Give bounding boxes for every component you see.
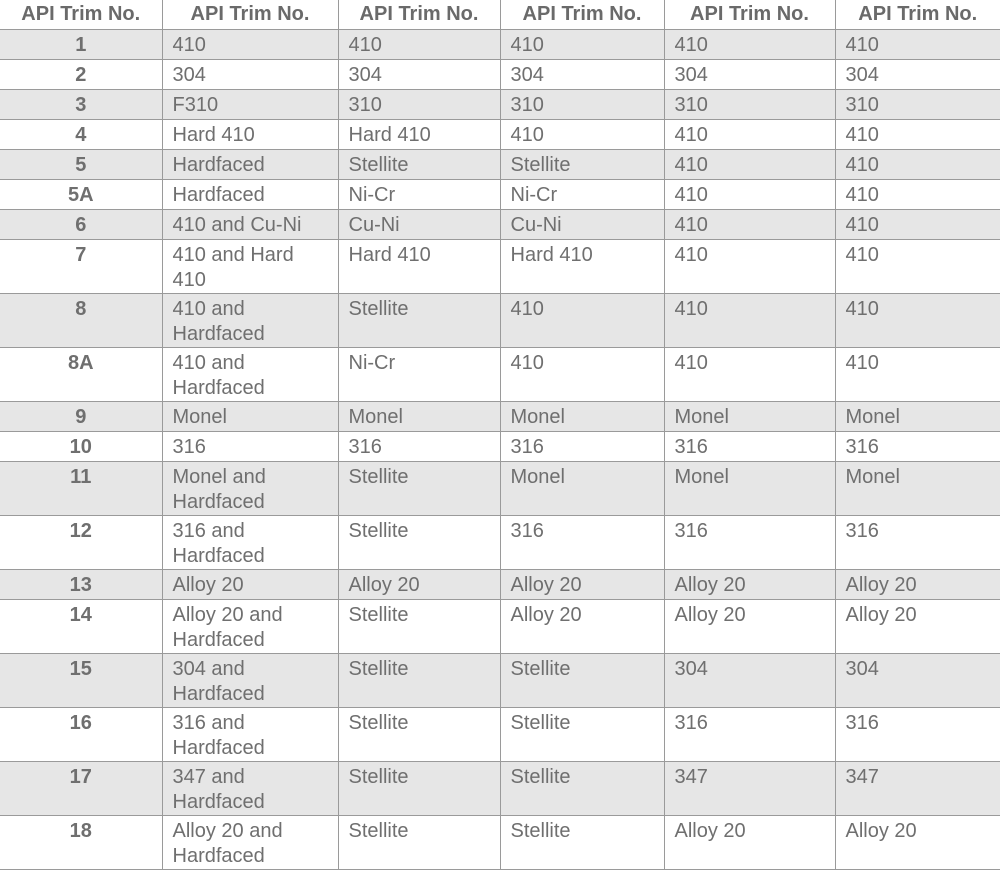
- material-cell: Alloy 20 and Hardfaced: [162, 816, 338, 870]
- material-cell: 316: [500, 516, 664, 570]
- trim-number-cell: 10: [0, 432, 162, 462]
- trim-number-cell: 13: [0, 570, 162, 600]
- material-cell: Stellite: [500, 762, 664, 816]
- material-cell: Hard 410: [162, 120, 338, 150]
- material-cell: 410 and Hardfaced: [162, 294, 338, 348]
- material-cell: Ni-Cr: [338, 180, 500, 210]
- material-cell: 410: [835, 294, 1000, 348]
- table-row: [0, 600, 1000, 654]
- material-cell: 347: [835, 762, 1000, 816]
- column-header: API Trim No.: [664, 0, 835, 30]
- material-cell: Alloy 20: [500, 600, 664, 654]
- material-cell: Alloy 20: [162, 570, 338, 600]
- material-cell: 410: [664, 120, 835, 150]
- material-cell: Monel: [664, 462, 835, 516]
- material-cell: Stellite: [338, 708, 500, 762]
- trim-number-cell: 7: [0, 240, 162, 294]
- trim-number-cell: 18: [0, 816, 162, 870]
- material-cell: 304 and Hardfaced: [162, 654, 338, 708]
- material-cell: Ni-Cr: [500, 180, 664, 210]
- material-cell: 316: [664, 708, 835, 762]
- material-cell: 304: [338, 60, 500, 90]
- column-header: API Trim No.: [0, 0, 162, 30]
- material-cell: 410: [835, 240, 1000, 294]
- material-cell: Monel: [500, 462, 664, 516]
- column-header: API Trim No.: [338, 0, 500, 30]
- material-cell: 410: [835, 120, 1000, 150]
- table-row: [0, 432, 1000, 462]
- table-row: [0, 402, 1000, 432]
- trim-number-cell: 15: [0, 654, 162, 708]
- table-row: [0, 180, 1000, 210]
- material-cell: Monel: [500, 402, 664, 432]
- header-row: [0, 0, 1000, 30]
- table-body: [0, 30, 1000, 870]
- material-cell: 316: [664, 432, 835, 462]
- material-cell: Stellite: [338, 516, 500, 570]
- material-cell: Alloy 20: [835, 600, 1000, 654]
- material-cell: 410: [664, 210, 835, 240]
- table-row: [0, 708, 1000, 762]
- trim-number-cell: 12: [0, 516, 162, 570]
- material-cell: Monel: [162, 402, 338, 432]
- material-cell: Alloy 20: [664, 570, 835, 600]
- material-cell: Hardfaced: [162, 180, 338, 210]
- table-row: [0, 60, 1000, 90]
- trim-number-cell: 9: [0, 402, 162, 432]
- trim-number-cell: 11: [0, 462, 162, 516]
- material-cell: Monel: [664, 402, 835, 432]
- material-cell: 310: [835, 90, 1000, 120]
- table-row: [0, 120, 1000, 150]
- material-cell: 410: [664, 348, 835, 402]
- table-row: [0, 90, 1000, 120]
- material-cell: 347: [664, 762, 835, 816]
- material-cell: 410: [500, 120, 664, 150]
- material-cell: 316: [162, 432, 338, 462]
- material-cell: 304: [664, 60, 835, 90]
- trim-number-cell: 1: [0, 30, 162, 60]
- material-cell: 410: [835, 348, 1000, 402]
- material-cell: 410: [500, 348, 664, 402]
- trim-number-cell: 8: [0, 294, 162, 348]
- table-row: [0, 294, 1000, 348]
- material-cell: 410: [162, 30, 338, 60]
- material-cell: 310: [664, 90, 835, 120]
- material-cell: 410 and Hard 410: [162, 240, 338, 294]
- trim-number-cell: 2: [0, 60, 162, 90]
- material-cell: 316: [664, 516, 835, 570]
- material-cell: Monel: [835, 402, 1000, 432]
- column-header: API Trim No.: [500, 0, 664, 30]
- table-row: [0, 654, 1000, 708]
- material-cell: 316 and Hardfaced: [162, 708, 338, 762]
- material-cell: Stellite: [338, 600, 500, 654]
- column-header: API Trim No.: [835, 0, 1000, 30]
- table-row: [0, 30, 1000, 60]
- table-row: [0, 762, 1000, 816]
- material-cell: Stellite: [500, 816, 664, 870]
- material-cell: 304: [500, 60, 664, 90]
- material-cell: 410: [835, 210, 1000, 240]
- material-cell: Stellite: [338, 816, 500, 870]
- material-cell: 410: [338, 30, 500, 60]
- material-cell: Hard 410: [338, 240, 500, 294]
- material-cell: 410: [664, 150, 835, 180]
- material-cell: Stellite: [338, 462, 500, 516]
- material-cell: 410: [500, 30, 664, 60]
- material-cell: 410: [500, 294, 664, 348]
- material-cell: 310: [500, 90, 664, 120]
- material-cell: 316 and Hardfaced: [162, 516, 338, 570]
- material-cell: Hard 410: [500, 240, 664, 294]
- material-cell: Ni-Cr: [338, 348, 500, 402]
- material-cell: 304: [664, 654, 835, 708]
- material-cell: Stellite: [338, 150, 500, 180]
- material-cell: 304: [835, 654, 1000, 708]
- material-cell: 304: [835, 60, 1000, 90]
- material-cell: Alloy 20: [835, 570, 1000, 600]
- trim-number-cell: 6: [0, 210, 162, 240]
- table-row: [0, 570, 1000, 600]
- material-cell: 304: [162, 60, 338, 90]
- material-cell: 410: [664, 180, 835, 210]
- material-cell: 316: [500, 432, 664, 462]
- trim-number-cell: 5: [0, 150, 162, 180]
- material-cell: Stellite: [500, 150, 664, 180]
- material-cell: Alloy 20: [500, 570, 664, 600]
- material-cell: Alloy 20: [835, 816, 1000, 870]
- table-row: [0, 210, 1000, 240]
- table-row: [0, 516, 1000, 570]
- material-cell: 316: [835, 432, 1000, 462]
- trim-number-cell: 5A: [0, 180, 162, 210]
- material-cell: Hardfaced: [162, 150, 338, 180]
- table-row: [0, 150, 1000, 180]
- material-cell: Stellite: [500, 708, 664, 762]
- material-cell: Stellite: [338, 294, 500, 348]
- material-cell: 410: [835, 150, 1000, 180]
- material-cell: Cu-Ni: [338, 210, 500, 240]
- material-cell: 410: [664, 30, 835, 60]
- material-cell: Stellite: [500, 654, 664, 708]
- material-cell: 410 and Cu-Ni: [162, 210, 338, 240]
- material-cell: Monel: [338, 402, 500, 432]
- trim-number-cell: 17: [0, 762, 162, 816]
- trim-number-cell: 14: [0, 600, 162, 654]
- material-cell: Cu-Ni: [500, 210, 664, 240]
- material-cell: Alloy 20: [664, 600, 835, 654]
- material-cell: 316: [835, 708, 1000, 762]
- material-cell: 316: [338, 432, 500, 462]
- material-cell: Monel and Hardfaced: [162, 462, 338, 516]
- material-cell: 347 and Hardfaced: [162, 762, 338, 816]
- table-row: [0, 240, 1000, 294]
- material-cell: Alloy 20: [338, 570, 500, 600]
- trim-number-cell: 16: [0, 708, 162, 762]
- material-cell: 410: [664, 294, 835, 348]
- table-row: [0, 462, 1000, 516]
- material-cell: Stellite: [338, 762, 500, 816]
- material-cell: 316: [835, 516, 1000, 570]
- material-cell: 410: [835, 180, 1000, 210]
- trim-number-cell: 8A: [0, 348, 162, 402]
- material-cell: Hard 410: [338, 120, 500, 150]
- material-cell: Monel: [835, 462, 1000, 516]
- column-header: API Trim No.: [162, 0, 338, 30]
- material-cell: Alloy 20: [664, 816, 835, 870]
- material-cell: 410: [835, 30, 1000, 60]
- material-cell: Alloy 20 and Hardfaced: [162, 600, 338, 654]
- trim-number-cell: 4: [0, 120, 162, 150]
- material-cell: 310: [338, 90, 500, 120]
- material-cell: 410 and Hardfaced: [162, 348, 338, 402]
- material-cell: F310: [162, 90, 338, 120]
- material-cell: 410: [664, 240, 835, 294]
- table-row: [0, 348, 1000, 402]
- material-cell: Stellite: [338, 654, 500, 708]
- trim-number-cell: 3: [0, 90, 162, 120]
- table-row: [0, 816, 1000, 870]
